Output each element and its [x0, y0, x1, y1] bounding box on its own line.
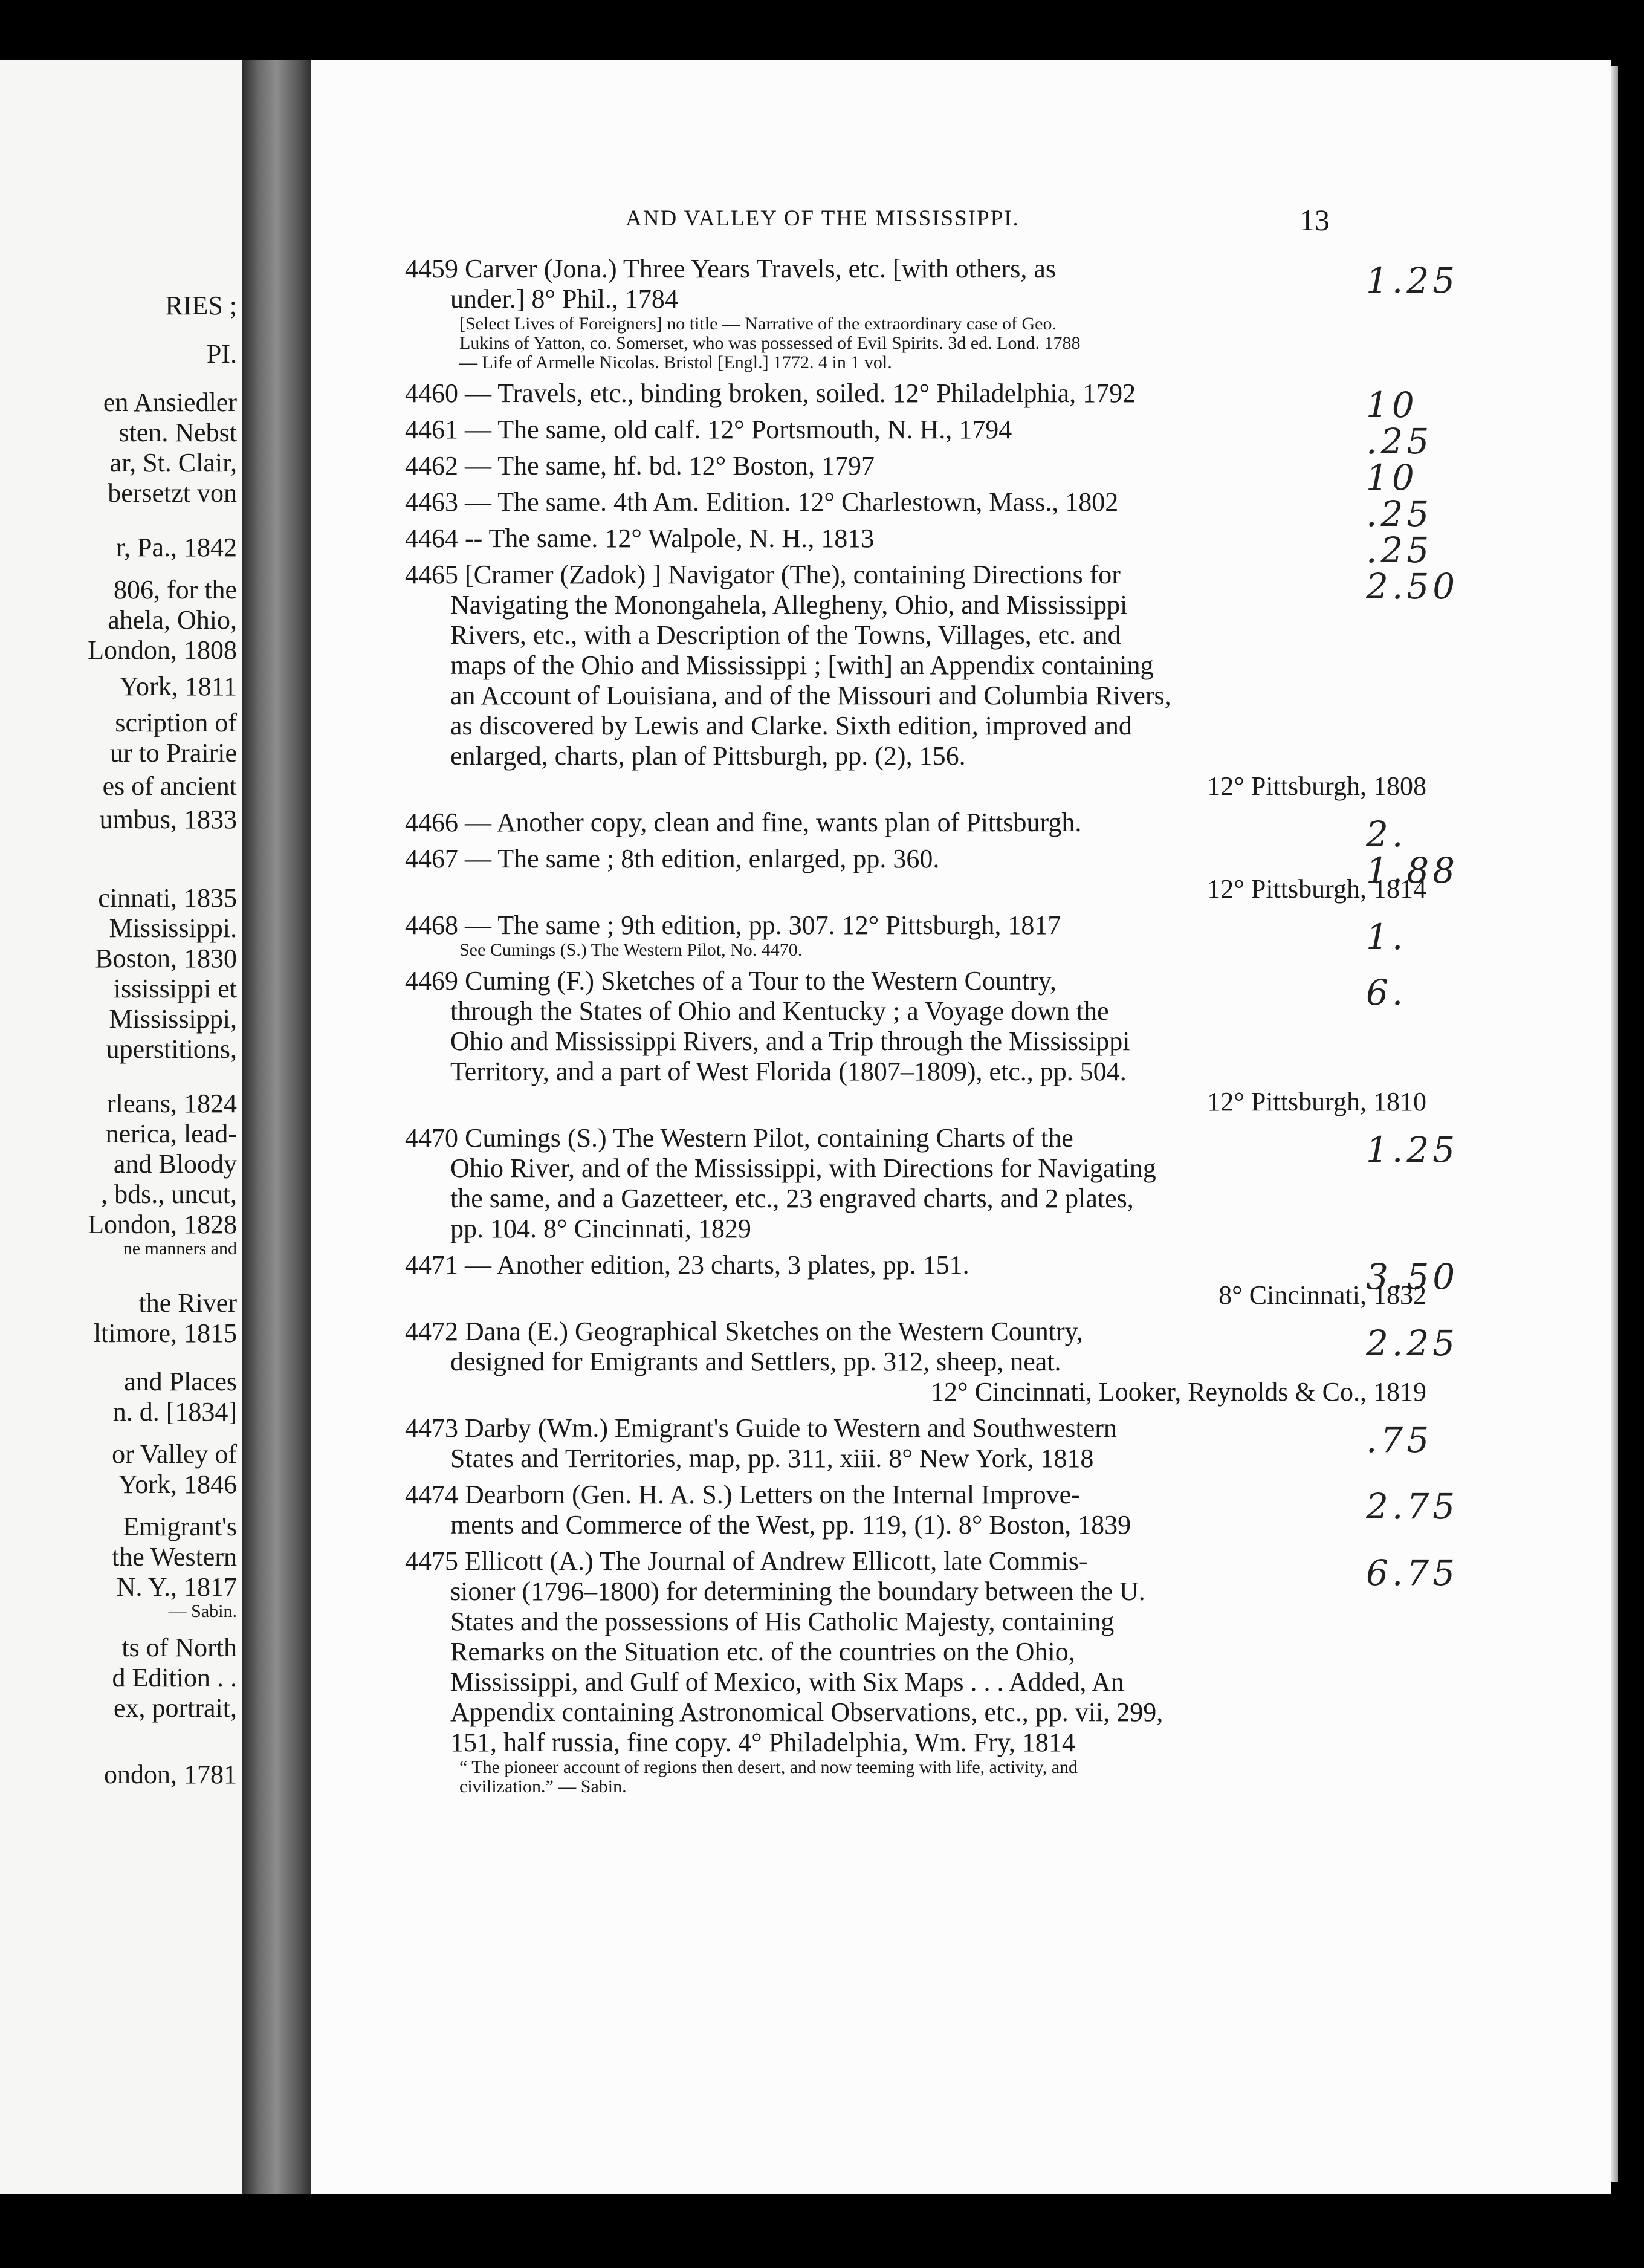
left-page-fragment: ississippi et: [113, 974, 237, 1003]
catalog-entry: [405, 808, 1426, 838]
catalog-entries: [405, 254, 1426, 1803]
handwritten-price: 1.: [1366, 916, 1407, 957]
handwritten-price: 2.50: [1366, 566, 1459, 607]
entry-note: Lukins of Yatton, co. Somerset, who was possessed of Evil Spirits. 3d ed. Lond. 1788: [459, 333, 1081, 353]
handwritten-price: 3.50: [1366, 1256, 1459, 1297]
entry-line: Navigating the Monongahela, Allegheny, Ohio, and Mississippi: [450, 590, 1128, 620]
entry-title-line: 4466 — Another copy, clean and fine, wants plan of Pittsburgh.: [405, 808, 1082, 837]
entry-line: as discovered by Lewis and Clarke. Sixth edition, improved and: [450, 711, 1132, 740]
left-page-fragment: and Places: [124, 1367, 237, 1396]
right-page: [311, 60, 1611, 2194]
entry-line: Territory, and a part of West Florida (1807–1809), etc., pp. 504.: [450, 1057, 1127, 1086]
catalog-entry: [405, 560, 1426, 802]
catalog-entry: [405, 451, 1426, 481]
entry-line: Appendix containing Astronomical Observations, etc., pp. vii, 299,: [450, 1697, 1163, 1727]
handwritten-price: 2.: [1366, 814, 1407, 855]
entry-title-line: 4469 Cuming (F.) Sketches of a Tour to the Western Country,: [405, 966, 1057, 996]
entry-line: an Account of Louisiana, and of the Missouri and Columbia Rivers,: [450, 681, 1171, 710]
left-page-fragment: bersetzt von: [108, 478, 237, 508]
left-page-fragment: York, 1846: [118, 1469, 237, 1499]
catalog-entry: [405, 487, 1426, 517]
left-page-fragment: York, 1811: [119, 672, 237, 701]
catalog-entry: [405, 254, 1426, 372]
catalog-entry: [405, 1250, 1426, 1311]
catalog-entry: [405, 966, 1426, 1117]
entry-title-line: 4470 Cumings (S.) The Western Pilot, containing Charts of the: [405, 1123, 1073, 1153]
catalog-entry: [405, 1413, 1426, 1474]
entry-title-line: 4471 — Another edition, 23 charts, 3 plates, pp. 151.: [405, 1250, 969, 1280]
left-page-fragment: or Valley of: [112, 1439, 237, 1469]
left-page-fragment: and Bloody: [113, 1149, 237, 1179]
page-edge: [1611, 66, 1618, 2182]
left-page-fragment: ahela, Ohio,: [108, 605, 237, 635]
left-page-fragment: n. d. [1834]: [112, 1397, 237, 1427]
entry-title-line: 4473 Darby (Wm.) Emigrant's Guide to Western and Southwestern: [405, 1413, 1117, 1443]
entry-title-line: 4467 — The same ; 8th edition, enlarged, pp. 360.: [405, 844, 940, 873]
left-page-fragment: Mississippi,: [109, 1004, 237, 1034]
entry-line: 12° Pittsburgh, 1810: [1207, 1087, 1426, 1116]
handwritten-price: 1.25: [1366, 260, 1459, 301]
handwritten-price: .25: [1366, 493, 1433, 534]
catalog-entry: [405, 415, 1426, 445]
entry-title-line: 4464 -- The same. 12° Walpole, N. H., 1813: [405, 523, 875, 553]
entry-title-line: 4474 Dearborn (Gen. H. A. S.) Letters on the Internal Improve-: [405, 1480, 1080, 1509]
left-page-fragment: ondon, 1781: [104, 1760, 237, 1789]
left-page-fragment: — Sabin.: [168, 1601, 237, 1621]
entry-title-line: 4463 — The same. 4th Am. Edition. 12° Charlestown, Mass., 1802: [405, 487, 1119, 517]
entry-line: 151, half russia, fine copy. 4° Philadelphia, Wm. Fry, 1814: [450, 1728, 1075, 1757]
entry-note: [Select Lives of Foreigners] no title — Narrative of the extraordinary case of Geo.: [459, 314, 1057, 334]
catalog-entry: [405, 844, 1426, 904]
running-header: AND VALLEY OF THE MISSISSIPPI.: [626, 206, 1020, 231]
handwritten-price: 6.75: [1366, 1552, 1459, 1593]
left-page-fragment: uperstitions,: [106, 1034, 237, 1064]
left-page-fragment: the Western: [111, 1542, 237, 1572]
handwritten-price: 10: [1366, 384, 1418, 426]
left-page-fragment: Emigrant's: [123, 1512, 237, 1541]
entry-line: Remarks on the Situation etc. of the countries on the Ohio,: [450, 1637, 1075, 1667]
left-page: [0, 60, 242, 2194]
entry-line: sioner (1796–1800) for determining the boundary between the U.: [450, 1576, 1145, 1606]
entry-line: designed for Emigrants and Settlers, pp. 312, sheep, neat.: [450, 1347, 1061, 1376]
handwritten-price: 6.: [1366, 972, 1407, 1013]
catalog-entry: [405, 523, 1426, 554]
handwritten-price: 2.75: [1366, 1486, 1459, 1527]
handwritten-price: .25: [1366, 530, 1433, 571]
left-page-fragment: ex, portrait,: [113, 1693, 237, 1723]
catalog-entry: [405, 1480, 1426, 1540]
handwritten-price: .75: [1366, 1419, 1433, 1460]
entry-line: enlarged, charts, plan of Pittsburgh, pp. (2), 156.: [450, 741, 966, 771]
left-page-fragment: ar, St. Clair,: [109, 448, 237, 478]
entry-line: Rivers, etc., with a Description of the Towns, Villages, etc. and: [450, 620, 1121, 650]
entry-line: 8° Cincinnati, 1832: [1218, 1280, 1426, 1310]
left-page-fragment: r, Pa., 1842: [116, 533, 237, 562]
left-page-fragment: Mississippi.: [109, 913, 237, 943]
left-page-fragment: the River: [138, 1288, 237, 1318]
left-page-fragment: d Edition . .: [112, 1663, 237, 1693]
left-page-fragment: ts of North: [121, 1633, 237, 1662]
entry-title-line: 4472 Dana (E.) Geographical Sketches on the Western Country,: [405, 1317, 1083, 1346]
entry-title-line: 4459 Carver (Jona.) Three Years Travels, etc. [with others, as: [405, 254, 1056, 284]
left-page-fragment: ltimore, 1815: [93, 1318, 237, 1348]
book-spine: [242, 60, 311, 2194]
left-page-fragment: umbus, 1833: [99, 805, 237, 834]
entry-line: maps of the Ohio and Mississippi ; [with] an Appendix containing: [450, 650, 1154, 680]
entry-title-line: 4462 — The same, hf. bd. 12° Boston, 1797: [405, 451, 875, 481]
catalog-entry: [405, 1546, 1426, 1797]
left-page-fragment: en Ansiedler: [103, 387, 237, 417]
left-page-fragment: ne manners and: [123, 1239, 237, 1259]
entry-line: States and the possessions of His Catholic Majesty, containing: [450, 1607, 1115, 1636]
handwritten-price: 2.25: [1366, 1323, 1459, 1364]
entry-note: civilization.” — Sabin.: [459, 1777, 627, 1797]
entry-note: “ The pioneer account of regions then desert, and now teeming with life, activity, and: [459, 1757, 1078, 1777]
left-page-fragment: es of ancient: [102, 771, 237, 801]
catalog-entry: [405, 378, 1426, 409]
entry-title-line: 4461 — The same, old calf. 12° Portsmouth, N. H., 1794: [405, 415, 1012, 444]
handwritten-price: .25: [1366, 421, 1433, 462]
left-page-fragment: nerica, lead-: [105, 1119, 237, 1149]
entry-line: Mississippi, and Gulf of Mexico, with Six Maps . . . Added, An: [450, 1667, 1124, 1697]
left-page-fragment: PI.: [206, 339, 237, 369]
entry-line: the same, and a Gazetteer, etc., 23 engraved charts, and 2 plates,: [450, 1184, 1134, 1213]
entry-title-line: 4468 — The same ; 9th edition, pp. 307. 12° Pittsburgh, 1817: [405, 910, 1061, 940]
left-page-fragment: , bds., uncut,: [101, 1179, 237, 1209]
entry-note: See Cumings (S.) The Western Pilot, No. 4470.: [459, 940, 803, 960]
left-page-fragment: scription of: [115, 708, 237, 737]
entry-title-line: 4475 Ellicott (A.) The Journal of Andrew Ellicott, late Commis-: [405, 1546, 1088, 1576]
entry-title-line: 4465 [Cramer (Zadok) ] Navigator (The), containing Directions for: [405, 560, 1121, 589]
entry-line: 12° Pittsburgh, 1808: [1207, 771, 1426, 801]
catalog-entry: [405, 1317, 1426, 1407]
entry-line: Ohio River, and of the Mississippi, with Directions for Navigating: [450, 1153, 1156, 1183]
catalog-entry: [405, 1123, 1426, 1244]
left-page-fragment: Boston, 1830: [95, 944, 237, 973]
catalog-entry: [405, 910, 1426, 960]
entry-line: 12° Cincinnati, Looker, Reynolds & Co., 1819: [931, 1377, 1426, 1407]
left-page-fragment: rleans, 1824: [106, 1089, 237, 1118]
left-page-fragment: 806, for the: [113, 575, 237, 604]
entry-title-line: 4460 — Travels, etc., binding broken, soiled. 12° Philadelphia, 1792: [405, 378, 1136, 408]
left-page-fragment: RIES ;: [165, 291, 237, 320]
left-page-fragment: N. Y., 1817: [116, 1572, 237, 1602]
left-page-fragment: London, 1808: [88, 635, 237, 665]
left-page-fragment: cinnati, 1835: [98, 883, 237, 913]
left-page-fragment: ur to Prairie: [109, 738, 237, 768]
left-page-fragment: sten. Nebst: [118, 418, 237, 447]
entry-line: pp. 104. 8° Cincinnati, 1829: [450, 1214, 751, 1243]
entry-line: under.] 8° Phil., 1784: [450, 284, 678, 314]
handwritten-price: 1.88: [1366, 850, 1459, 891]
entry-line: 12° Pittsburgh, 1814: [1207, 874, 1426, 904]
left-page-fragment: London, 1828: [88, 1210, 237, 1239]
entry-line: States and Territories, map, pp. 311, xiii. 8° New York, 1818: [450, 1443, 1094, 1473]
page-number: 13: [1299, 203, 1330, 237]
entry-line: Ohio and Mississippi Rivers, and a Trip through the Mississippi: [450, 1026, 1130, 1056]
entry-line: through the States of Ohio and Kentucky ; a Voyage down the: [450, 996, 1109, 1026]
entry-line: ments and Commerce of the West, pp. 119, (1). 8° Boston, 1839: [450, 1510, 1131, 1540]
entry-note: — Life of Armelle Nicolas. Bristol [Engl.] 1772. 4 in 1 vol.: [459, 352, 892, 372]
handwritten-price: 1.25: [1366, 1129, 1459, 1170]
handwritten-price: 10: [1366, 457, 1418, 498]
